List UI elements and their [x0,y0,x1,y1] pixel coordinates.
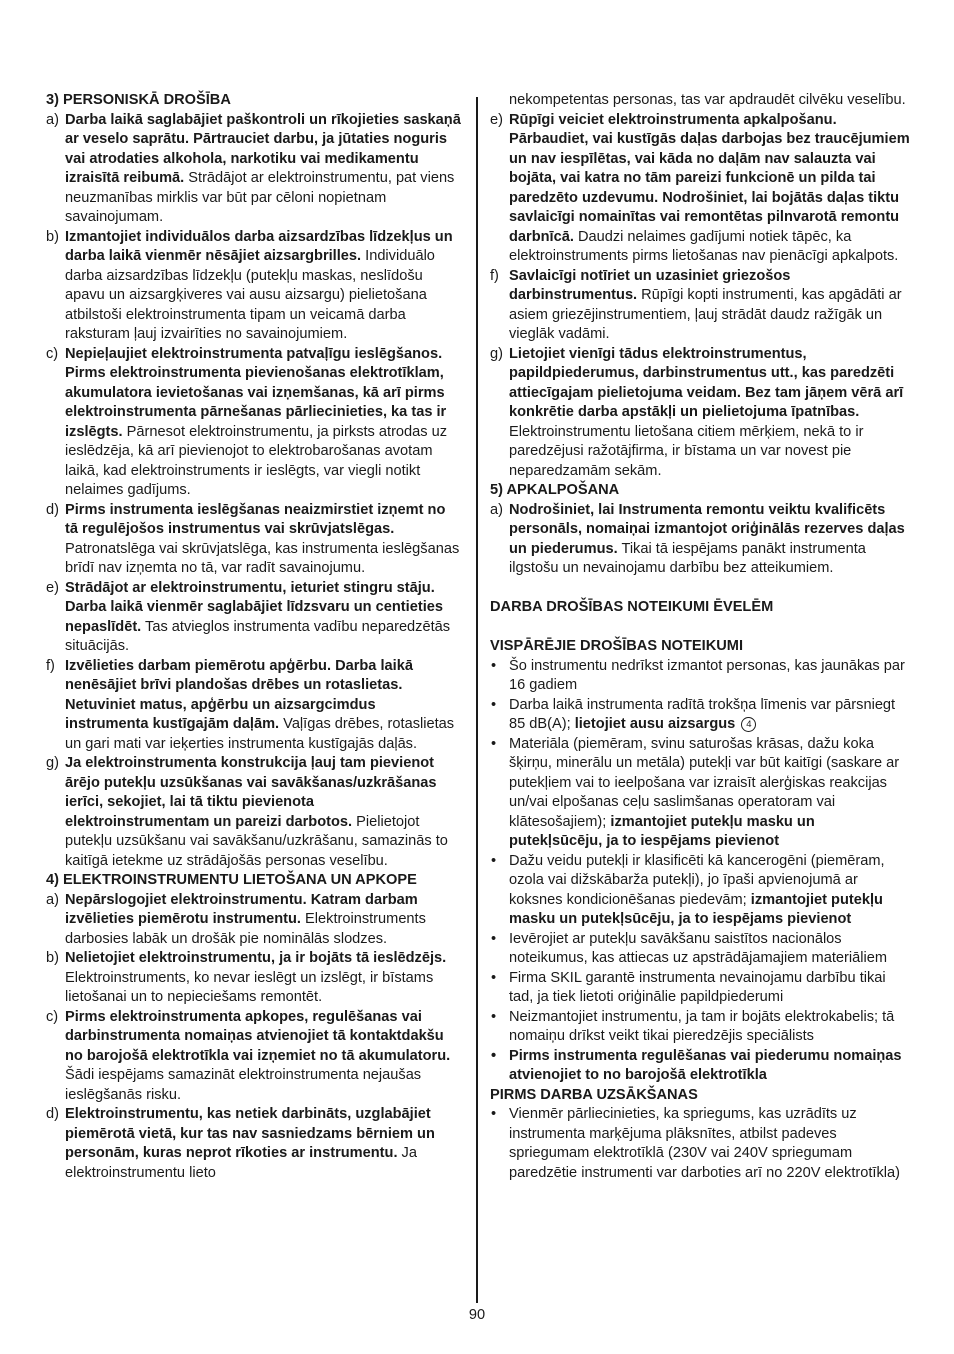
item-text: Ja elektroinstrumentu lieto [65,1145,417,1181]
list-item [46,891,462,950]
continued-text-body: nekompetentas personas, tas var apdraudēt cilvēku veselību. [509,92,906,108]
bullet-icon: • [491,735,497,752]
bullet-icon: • [491,1047,497,1064]
tool-use-list [46,891,462,1184]
item-bold-text: Nepieļaujiet elektroinstrumenta patvaļīgu ieslēgšanos. Pirms elektroinstrumenta pievienošanas elektrotīklam, akumulatora ievietošanas vai izņemšanas, kā arī pirms elektroinstrumenta pārnešanas pārliecinieties, ka tas ir izslēgts. [65,345,447,440]
item-text: Strādājot ar elektroinstrumentu, pat viens neuzmanības mirklis var būt par cēloni nopietnam savainojumam. [65,170,455,225]
list-item [46,1105,462,1183]
item-bold-text: Darba laikā saglabājiet paškontroli un rīkojieties saskaņā ar veselo saprātu. Pārtrauciet darbu, ja jūtaties noguris vai atrodaties alkohola, narkotiku vai medikamentu izraisītā reibumā. [65,111,461,186]
item-text: Tas atvieglos instrumenta vadību neparedzētās situācijās. [65,618,451,654]
item-label: c) [46,345,59,362]
bullet-text: Darba laikā instrumenta radītā trokšņa līmenis var pārsniegt 85 dB(A); [509,696,896,732]
item-bold-text: Pirms elektroinstrumenta apkopes, regulēšanas vai darbinstrumenta nomaiņas atvienojiet tā kontaktdakšu no barojošā elektrotīkla vai izņemiet no tā akumulatoru. [65,1008,451,1064]
bullet-bold-text: izmantojiet putekļu masku un putekļsūcēju, ja to iespējams pievienot [509,891,883,927]
item-text: Elektroinstrumentu lietošana citiem mērķiem, nekā to ir paredzējusi ražotājfirma, ir bīstama un var novest pie neparedzamām sekām. [509,423,864,479]
bullet-text: Ievērojiet ar putekļu savākšanu saistītos nacionālos noteikumus, kas attiecas uz apstrādājamajiem materiāliem [509,930,887,966]
item-text: Rūpīgi kopti instrumenti, kas apgādāti ar asiem griezējinstrumentiem, ļauj strādāt daudz ražīgāk un vieglāk vadāmi. [509,287,902,342]
item-bold-text: Nodrošiniet, lai Instrumenta remontu veiktu kvalificēts personāls, nomaiņai izmantojot oriģinālās rezerves daļas un piederumus. [509,501,905,557]
list-item [46,657,462,755]
bullet-item [490,930,912,969]
item-bold-text: Izmantojiet individuālos darba aizsardzības līdzekļus un darba laikā vienmēr nēsājiet aizsargbrilles. [65,228,453,264]
bullet-item [490,696,912,735]
item-label: g) [490,345,503,362]
bullet-icon: • [491,1008,497,1025]
bullet-text: Vienmēr pārliecinieties, ka spriegums, kas uzrādīts uz instrumenta marķējuma plāksnītes, atbilst padeves spriegumam elektrotīklā (230V vai 240V spriegumam paredzētie instrumenti var darboties arī no 220V elektrotīkla) [509,1106,900,1181]
bullet-item [490,1105,912,1183]
list-item [490,501,912,579]
bullet-icon: • [491,696,497,713]
list-item [46,228,462,345]
list-item [46,1008,462,1106]
bullet-icon: • [491,852,497,869]
section-heading-general-safety: VISPĀRĒJIE DROŠĪBAS NOTEIKUMI [490,638,743,654]
item-label: e) [46,579,59,596]
spacer [490,618,912,638]
tool-use-list-continued [490,111,912,482]
list-item [46,949,462,1008]
continued-text [490,91,912,111]
bullet-bold-text: Pirms instrumenta regulēšanas vai piederumu nomaiņas atvienojiet to no barojošā elektrotīkla [509,1047,902,1083]
bullet-icon: • [491,657,497,674]
bullet-bold-text: izmantojiet putekļu masku un putekļsūcēju, ja to iespējams pievienot [509,813,815,849]
bullet-item [490,969,912,1008]
section-heading-before-use: PIRMS DARBA UZSĀKŠANAS [490,1086,698,1103]
section-heading-personal-safety: 3) PERSONISKĀ DROŠĪBA [46,92,231,108]
item-bold-text: Lietojiet vienīgi tādus elektroinstrumentus, papildpiederumus, darbinstrumentus utt., kas paredzēti attiecīgajam pielietojuma veidam. Bez tam jāņem vērā arī konkrētie darba apstākļi un pielietojuma īpatnības. [509,345,904,420]
figure-reference-icon: 4 [741,717,756,732]
item-text: Tikai tā iespējams panākt instrumenta ilgstošu un nevainojamu darbību bez atteikumiem. [509,540,866,576]
item-text: Elektroinstruments darbosies labāk un drošāk pie nominālās slodzes. [65,911,426,947]
item-label: b) [46,228,59,245]
item-bold-text: Ja elektroinstrumenta konstrukcija ļauj tam pievienot ārējo putekļu uzsūkšanas vai savākšanas/uzkrāšanas ierīci, sekojiet, lai tā tiktu pievienota elektroinstrumentam un pareizi darbotos. [65,755,437,830]
page-number: 90 [468,1307,486,1323]
section-heading-service: 5) APKALPOŠANA [490,482,620,498]
item-text: Daudzi nelaimes gadījumi notiek tāpēc, ka elektroinstruments pirms lietošanas nav pienācīgi apkalpots. [509,228,899,264]
bullet-text: Firma SKIL garantē instrumenta nevainojamu darbību tikai tad, ja tiek lietoti oriģinālie papildpiederumi [509,969,886,1005]
general-safety-list [490,657,912,1086]
spacer [490,579,912,599]
section-heading-planer-safety: DARBA DROŠĪBAS NOTEIKUMI ĒVELĒM [490,599,774,615]
bullet-text: Šo instrumentu nedrīkst izmantot personas, kas jaunākas par 16 gadiem [509,657,905,693]
item-text: Pārnesot elektroinstrumentu, ja pirksts atrodas uz ieslēdzēja, kā arī pievienojot to elektrobarošanas avotam laikā, kad elektroinstruments ir ieslēgts, var viegli notikt nelaimes gadījums. [65,423,448,498]
list-item [490,345,912,482]
item-label: a) [46,111,59,128]
item-label: f) [46,657,55,674]
item-text: Pielietojot putekļu uzsūkšanu vai savākšanu/uzkrāšanu, samazinās to kaitīgā ietekme uz strādājošās personas veselību. [65,813,448,869]
item-bold-text: Elektroinstrumentu, kas netiek darbināts, uzglabājiet piemērotā vietā, kur tas nav sasniedzams bērniem un personām, kuras neprot rīkoties ar instrumentu. [65,1106,435,1161]
item-bold-text: Nelietojiet elektroinstrumentu, ja ir bojāts tā ieslēdzējs. [65,950,447,966]
list-item [46,501,462,579]
list-item [46,579,462,657]
left-column [46,91,462,1183]
item-bold-text: Izvēlieties darbam piemērotu apģērbu. Darba laikā nenēsājiet brīvi plandošas drēbes un rotaslietas. Netuviniet matus, apģērbu un aizsargcimdus instrumenta kustīgajām daļām. [65,657,413,732]
list-item [490,267,912,345]
item-label: e) [490,111,503,128]
item-text: Patronatslēga vai skrūvjatslēga, kas instrumenta ieslēgšanas brīdī nav izņemta no tā, var radīt savainojumu. [65,540,460,576]
item-text: Šādi iespējams samazināt elektroinstrumenta nejaušas ieslēgšanās risku. [65,1067,422,1103]
item-bold-text: Strādājot ar elektroinstrumentu, ieturiet stingru stāju. Darba laikā vienmēr saglabājiet līdzsvaru un centieties nepaslīdēt. [65,579,443,635]
before-use-list [490,1105,912,1183]
item-bold-text: Savlaicīgi notīriet un uzasiniet griezošos darbinstrumentus. [509,267,791,303]
item-label: d) [46,1106,59,1122]
bullet-item [490,1008,912,1047]
bullet-bold-text: lietojiet ausu aizsargus [574,716,736,732]
right-column [490,91,912,1183]
section-heading-tool-use-and-care: 4) ELEKTROINSTRUMENTU LIETOŠANA UN APKOPE [46,872,417,888]
service-list [490,501,912,579]
bullet-item [490,657,912,696]
item-text: Elektroinstruments, ko nevar ieslēgt un izslēgt, ir bīstams lietošanai un to nepieciešams remontēt. [65,969,434,1005]
item-bold-text: Rūpīgi veiciet elektroinstrumenta apkalpošanu. Pārbaudiet, vai kustīgās daļas darbojas bez traucējumiem un nav iespīlētas, vai kāda no daļām nav salauzta vai bojāta, vai katra no tām pareizi funkcionē un pilda tai paredzēto uzdevumu. Nodrošiniet, lai bojātās daļas tiktu savlaicīgi nomainītas vai remontētas pilnvarotā remontu darbnīcā. [509,111,910,245]
bullet-icon: • [491,930,497,947]
list-item [46,111,462,228]
item-bold-text: Nepārslogojiet elektroinstrumentu. Katram darbam izvēlieties piemērotu instrumentu. [65,891,418,927]
item-label: c) [46,1008,59,1025]
list-item [46,345,462,501]
item-label: f) [490,267,499,284]
bullet-icon: • [491,1106,497,1122]
item-text: Vaļīgas drēbes, rotaslietas un gari mati var ieķerties instrumenta kustīgajās daļās. [65,716,455,752]
bullet-text: Dažu veidu putekļi ir klasificēti kā kancerogēni (piemēram, ozola vai dižskābarža putekļi), jo īpaši apvienojumā ar koksnes kondicionēšanas piedevām; [509,852,885,908]
list-item [490,111,912,267]
bullet-text: Materiāla (piemēram, svinu saturošas krāsas, dažu koka šķirņu, minerālu un metāla) putekļi var būt kaitīgi (saskare ar putekļiem vai to ieelpošana var izraisīt alerģiskas reakcijas un/vai elpošanas ceļu saslimšanas operatoram vai klātesošajiem); [509,735,900,830]
item-label: a) [490,501,503,518]
item-text: Individuālo darba aizsardzības līdzekļu (putekļu maskas, neslīdošu apavu un aizsargķiveres vai ausu aizsargu) pielietošana atbilstoši elektroinstrumenta tipam un veicamā darba raksturam ļauj izvairīties no savainojumiem. [65,248,435,342]
bullet-item [490,1047,912,1086]
item-label: b) [46,950,59,966]
item-bold-text: Pirms instrumenta ieslēgšanas neaizmirstiet izņemt no tā regulējošos instrumentus vai skrūvjatslēgas. [65,501,446,537]
item-label: a) [46,891,59,908]
personal-safety-list [46,111,462,872]
bullet-item [490,852,912,930]
list-item [46,754,462,871]
item-label: d) [46,501,59,518]
item-label: g) [46,755,59,771]
column-divider [476,97,478,1303]
bullet-item [490,735,912,852]
bullet-icon: • [491,969,497,986]
bullet-text: Neizmantojiet instrumentu, ja tam ir bojāts elektrokabelis; tā nomaiņu drīkst veikt tikai pieredzējis speciālists [509,1008,895,1044]
